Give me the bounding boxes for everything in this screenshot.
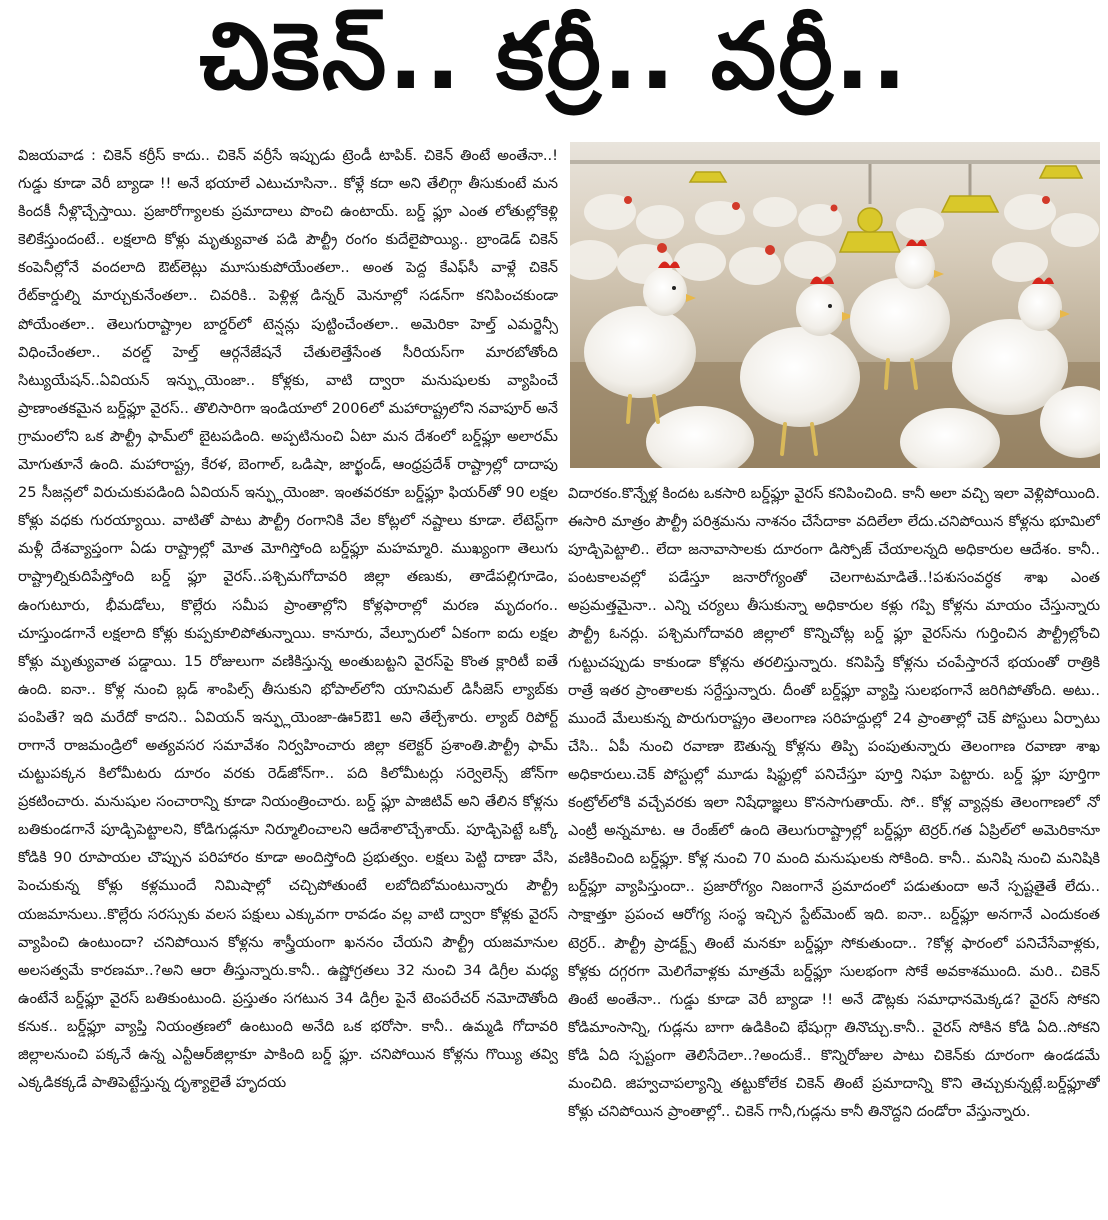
page-title: చికెన్.. కర్రీ.. వర్రీ.. <box>199 3 909 110</box>
article-text-right: విదారకం.కొన్నేళ్ల కిందట ఒకసారి బర్డ్‌ఫ్లూ వైరస్ కనిపించింది. కానీ అలా వచ్చి ఇలా వెళ్లిపోయింది. ఈసారి మాత్రం పౌల్ట్రీ పరిశ్రమను నాశనం చేసేదాకా వదిలేలా లేదు.చనిపోయిన కోళ్లను భూమిలో పూడ్చిపెట్టాలి.. లేదా జనావాసాలకు దూరంగా డిస్పోజ్ చేయాలన్నది అధికారుల ఆదేశం. కానీ.. పంటకాలవల్లో పడేస్తూ జనారోగ్యంతో చెలగాటమాడితే..!పశుసంవర్ధక శాఖ ఎంత అప్రమత్తమైనా.. ఎన్ని చర్యలు తీసుకున్నా అధికారుల కళ్లు గప్పి కోళ్లను మాయం చేస్తున్నారు పౌల్ట్రీ ఓనర్లు. పశ్చిమగోదావరి జిల్లాలో కొన్నిచోట్ల బర్డ్ ఫ్లూ వైరస్‌ను గుర్తించిన పౌల్ట్రీల్లోంచి గుట్టుచప్పుడు కాకుండా కోళ్లను తరలిస్తున్నారు. కనిపిస్తే కోళ్లను చంపేస్తారనే భయంతో రాత్రికి రాత్రే ఇతర ప్రాంతాలకు సర్దేస్తున్నారు. దీంతో బర్డ్‌ఫ్లూ వ్యాప్తి సులభంగానే జరిగిపోతోంది. అటు.. ముందే మేలుకున్న పొరుగురాష్ట్రం తెలంగాణ సరిహద్దుల్లో 24 ప్రాంతాల్లో చెక్ పోస్టులు ఏర్పాటు చేసి.. ఏపీ నుంచి రవాణా ఔతున్న కోళ్లను తిప్పి పంపుతున్నారు తెలంగాణ రవాణా శాఖ అధికారులు.చెక్ పోస్టుల్లో మూడు షిఫ్టుల్లో పనిచేస్తూ పూర్తి నిఘా పెట్టారు. బర్డ్ ఫ్లూ పూర్తిగా కంట్రోల్‌లోకి వచ్చేవరకు ఇలా నిషేధాజ్ఞలు కొనసాగుతాయ్. సో.. కోళ్ల వ్యాన్లకు తెలంగాణలో నో ఎంట్రీ అన్నమాట. ఆ రేంజ్‌లో ఉంది తెలుగురాష్ట్రాల్లో బర్డ్‌ఫ్లూ టెర్రర్.గత ఏప్రిల్‌లో అమెరికానూ వణికించింది బర్డ్‌ఫ్లూ. కోళ్ల నుంచి 70 మంది మనుషులకు సోకింది. కానీ.. మనిషి నుంచి మనిషికి బర్డ్‌ఫ్లూ వ్యాపిస్తుందా.. ప్రజారోగ్యం నిజంగానే ప్రమాదంలో పడుతుందా అనే స్పష్టతైతే లేదు.. సాక్షాత్తూ ప్రపంచ ఆరోగ్య సంస్థ ఇచ్చిన స్టేట్‌మెంట్ ఇది. ఐనా.. బర్డ్‌ఫ్లూ అనగానే ఎందుకంత టెర్రర్.. పౌల్ట్రీ ప్రాడక్ట్స్ తింటే మనకూ బర్డ్‌ఫ్లూ సోకుతుందా.. ?కోళ్ల ఫారంలో పనిచేసేవాళ్లకు, కోళ్లకు దగ్గరగా మెలిగేవాళ్లకు మాత్రమే బర్డ్‌ఫ్లూ సులభంగా సోకే అవకాశముంది. మరి.. చికెన్ తింటే అంతేనా.. గుడ్డు కూడా వెరీ బ్యాడా !! అనే డౌట్లకు సమాధానమెక్కడ? వైరస్ సోకని కోడిమాంసాన్ని, గుడ్లను బాగా ఉడికించి భేషుగ్గా తినొచ్చు.కానీ.. వైరస్ సోకిన కోడి ఏది..సోకని కోడి ఏది స్పష్టంగా తెలిసేదెలా..?అందుకే.. కొన్నిరోజుల పాటు చికెన్‌కు దూరంగా ఉండడమే మంచిది. జిహ్వచాపల్యాన్ని తట్టుకోలేక చికెన్ తింటే ప్రమాదాన్ని కొని తెచ్చుకున్నట్లే.బర్డ్‌ఫ్లూతో కోళ్లు చనిపోయిన ప్రాంతాల్లో.. చికెన్ గానీ,గుడ్లను కానీ తినొద్దని దండోరా వేస్తున్నారు. <box>568 485 1100 1121</box>
article-column-right <box>568 480 1100 1212</box>
article-text-left: విజయవాడ : చికెన్ కర్రీస్ కాదు.. చికెన్ వర్రీసే ఇప్పుడు ట్రెండీ టాపిక్. చికెన్ తింటే అంతేనా..! గుడ్డు కూడా వెరీ బ్యాడా !! అనే భయాలే ఎటుచూసినా.. కోళ్లే కదా అని తేలిగ్గా తీసుకుంటే మన కిందకీ నీళ్లొచ్చేస్తాయి. ప్రజారోగ్యాలకు ప్రమాదాలు పొంచి ఉంటాయ్. బర్డ్ ఫ్లూ ఎంత లోతుల్లోకెళ్లి కెలికేస్తుందంటే.. లక్షలాది కోళ్లు మృత్యువాత పడి పౌల్ట్రీ రంగం కుదేలైపొయ్యి.. బ్రాండెడ్ చికెన్ కంపెనీల్లోనే వందలాది ఔట్‌లెట్లు మూసుకుపోయేంతలా.. అంత పెద్ద కేఎఫ్‌సీ వాళ్లే చికెన్ రేట్‌కార్డుల్ని మార్చుకునేంతలా.. చివరికి.. పెళ్లిళ్ల డిన్నర్ మెనూల్లో సడన్‌గా కనిపించకుండా పోయేంతలా.. తెలుగురాష్ట్రాల బార్డర్‌లో టెన్షన్లు పుట్టించేంతలా.. అమెరికా హెల్త్ ఎమర్జెన్సీ విధించేంతలా.. వరల్డ్ హెల్త్ ఆర్గనేజేషనే చేతులెత్తేసేంత సీరియస్‌గా మారబోతోంది సిట్యుయేషన్..ఏవియన్ ఇన్ఫ్లుయెంజా.. కోళ్లకు, వాటి ద్వారా మనుషులకు వ్యాపించే ప్రాణాంతకమైన బర్డ్‌ఫ్లూ వైరస్.. తొలిసారిగా ఇండియాలో 2006లో మహారాష్ట్రలోని నవాపూర్ అనే గ్రామంలోని ఒక పౌల్ట్రీ ఫామ్‌లో బైటపడింది. అప్పటినుంచి ఏటా మన దేశంలో బర్డ్‌ఫ్లూ అలారమ్ మోగుతూనే ఉంది. మహారాష్ట్ర, కేరళ, బెంగాల్, ఒడిషా, జార్ఖండ్, ఆంధ్రప్రదేశ్ రాష్ట్రాల్లో దాదాపు 25 సీజన్లలో విరుచుకుపడింది ఏవియన్ ఇన్ఫ్లుయెంజా. ఇంతవరకూ బర్డ్‌ఫ్లూ ఫియర్‌తో 90 లక్షల కోళ్లు వధకు గురయ్యాయి. వాటితో పాటు పౌల్ట్రీ రంగానికి వేల కోట్లలో నష్టాలు కూడా. లేటెస్ట్‌గా మళ్లీ దేశవ్యాప్తంగా ఏడు రాష్ట్రాల్లో మోత మోగిస్తోంది బర్డ్‌ఫ్లూ మహమ్మారి. ముఖ్యంగా తెలుగు రాష్ట్రాల్నికుదిపేస్తోంది బర్డ్ ఫ్లూ వైరస్..పశ్చిమగోదావరి జిల్లా తణుకు, తాడేపల్లిగూడెం, ఉంగుటూరు, భీమడోలు, కొల్లేరు సమీప ప్రాంతాల్లోని కోళ్లఫారాల్లో మరణ మృదంగం.. చూస్తుండగానే లక్షలాది కోళ్లు కుప్పకూలిపోతున్నాయి. కానూరు, వేల్పూరులో ఏకంగా ఐదు లక్షల కోళ్లు మృత్యువాత పడ్డాయి. 15 రోజులుగా వణికిస్తున్న అంతుబట్టని వైరస్‌పై కొంత క్లారిటీ ఐతే ఉంది. ఐనా.. కోళ్ల నుంచి బ్లడ్ శాంపిల్స్ తీసుకుని భోపాల్‌లోని యానిమల్ డిసీజెస్ ల్యాబ్‌కు పంపితే? ఇది మరేదో కాదని.. ఏవియన్ ఇన్ఫ్లుయెంజా-ఊ5ఔ1 అని తేల్చేశారు. ల్యాబ్ రిపోర్ట్ రాగానే రాజమండ్రిలో అత్యవసర సమావేశం నిర్వహించారు జిల్లా కలెక్టర్ ప్రశాంతి.పౌల్ట్రీ ఫామ్ చుట్టుపక్కన కిలోమీటరు దూరం వరకు రెడ్‌జోన్‌గా.. పది కిలోమీటర్లు సర్వెలెన్స్ జోన్‌గా ప్రకటించారు. మనుషుల సంచారాన్ని కూడా నియంత్రించారు. బర్డ్ ఫ్లూ పాజిటివ్ అని తేలిన కోళ్లను బతికుండగానే పూడ్చిపెట్టాలని, కోడిగుడ్లనూ నిర్మూలించాలని ఆదేశాలొచ్చేశాయ్. పూడ్చిపెట్టే ఒక్కో కోడికి 90 రూపాయల చొప్పున పరిహారం కూడా అందిస్తోంది ప్రభుత్వం. లక్షలు పెట్టి దాణా వేసి, పెంచుకున్న కోళ్లు కళ్లముందే నిమిషాల్లో చచ్చిపోతుంటే లబోదిబోమంటున్నారు పౌల్ట్రీ యజమానులు..కొల్లేరు సరస్సుకు వలస పక్షులు ఎక్కువగా రావడం వల్ల వాటి ద్వారా కోళ్లకు వైరస్ వ్యాపించి ఉంటుందా? చనిపోయిన కోళ్లను శాస్త్రీయంగా ఖననం చేయని పౌల్ట్రీ యజమానుల అలసత్వమే కారణమా..?అని ఆరా తీస్తున్నారు.కానీ.. ఉష్ణోగ్రతలు 32 నుంచి 34 డిగ్రీల మధ్య ఉంటేనే బర్డ్‌ఫ్లూ వైరస్ బతికుంటుంది. ప్రస్తుతం సగటున 34 డిగ్రీల పైనే టెంపరేచర్ నమోదౌతోంది కనుక.. బర్డ్‌ఫ్లూ వ్యాప్తి నియంత్రణలో ఉంటుంది అనేది ఒక భరోసా. కానీ.. ఉమ్మడి గోదావరి జిల్లాలనుంచి పక్కనే ఉన్న ఎన్టీఆర్‌జిల్లాకూ పాకింది బర్డ్ ఫ్లూ. చనిపోయిన కోళ్లను గొయ్యి తవ్వి ఎక్కడికక్కడే పాతిపెట్టేస్తున్న దృశ్యాలైతే హృదయ <box>18 147 558 1092</box>
article-column-left <box>18 142 558 1212</box>
poultry-farm-chickens-image <box>570 142 1100 468</box>
